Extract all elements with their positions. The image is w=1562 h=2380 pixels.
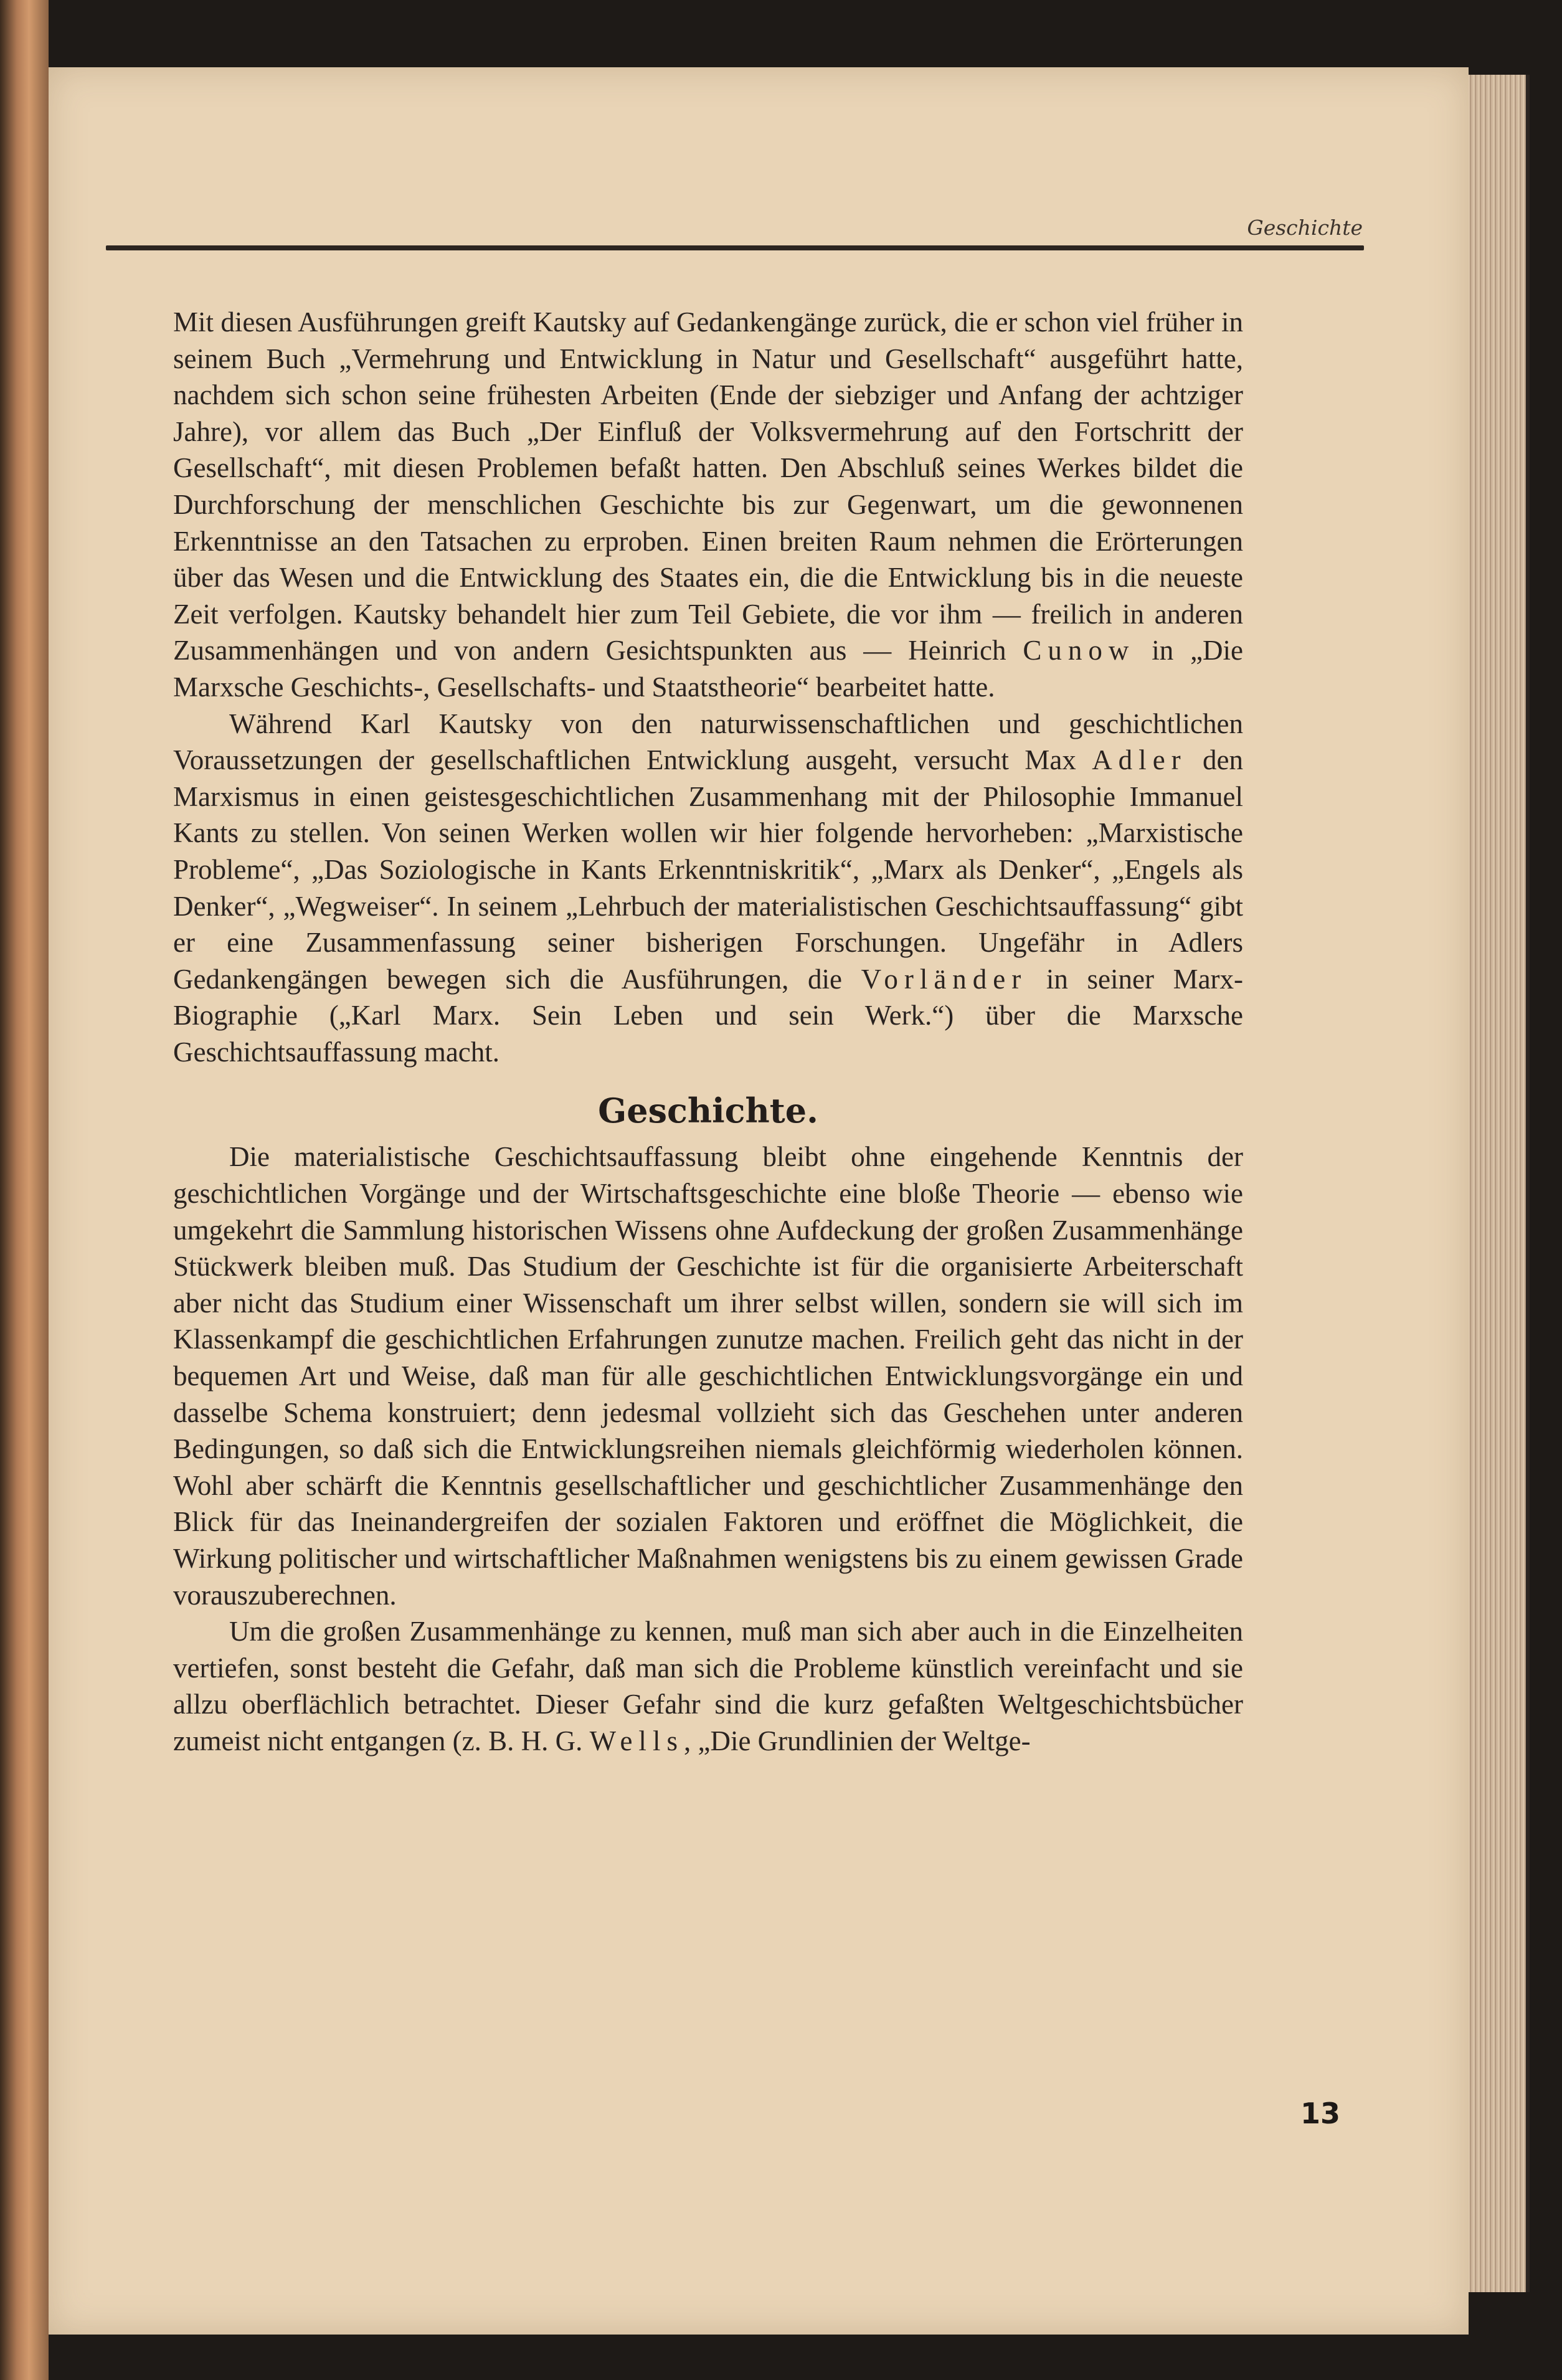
- paragraph-4-text-b: , „Die Grundlinien der Weltge-: [683, 1725, 1031, 1757]
- book-page: [49, 67, 1469, 2335]
- author-name-adler: Adler: [1092, 744, 1187, 776]
- page-number: 13: [1300, 2097, 1341, 2130]
- paragraph-4-text-a: Um die großen Zusammenhänge zu kennen, muß man sich aber auch in die Einzelheiten vertiefen, sonst besteht die Gefahr, daß man sich die Probleme künstlich vereinfacht und sie allzu oberflächlich betrachtet. Dieser Gefahr sind die kurz gefaßten Weltgeschichtsbücher zumeist nicht entgangen (z. B. H. G.: [173, 1616, 1243, 1757]
- body-text: [173, 304, 1243, 1760]
- header-rule: [106, 245, 1364, 250]
- author-name-wells: Wells: [589, 1725, 684, 1757]
- paragraph-1-text-b: in „Die Marxsche Geschichts-, Gesellschafts- und Staatstheorie“ bearbeitet hatte.: [173, 635, 1244, 703]
- paragraph-3: Die materialistische Geschichtsauffassung bleibt ohne eingehende Kenntnis der geschichtlichen Vorgänge und der Wirtschaftsgeschichte eine bloße Theorie — ebenso wie umgekehrt die Sammlung historischen Wissens ohne Aufdeckung der großen Zusammenhänge Stückwerk bleiben muß. Das Studium der Geschichte ist für die organisierte Arbeiterschaft aber nicht das Studium einer Wissenschaft um ihrer selbst willen, sondern sie will sich im Klassenkampf die geschichtlichen Erfahrungen zunutze machen. Freilich geht das nicht in der bequemen Art und Weise, daß man für alle geschichtlichen Entwicklungsvorgänge ein und dasselbe Schema konstruiert; denn jedesmal vollzieht sich das Geschehen unter anderen Bedingungen, so daß sich die Entwicklungsreihen niemals gleichförmig wiederholen können. Wohl aber schärft die Kenntnis gesellschaftlicher und geschichtlicher Zusammenhänge den Blick für das Ineinandergreifen der sozialen Faktoren und eröffnet die Möglichkeit, die Wirkung politischer und wirtschaftlicher Maßnahmen wenigstens bis zu einem gewissen Grade vorauszuberechnen.: [173, 1141, 1243, 1611]
- author-name-vorlaender: Vorländer: [861, 963, 1028, 995]
- paragraph-1: [173, 304, 1243, 706]
- paragraph-2-text-b: den Marxismus in einen geistesgeschichtlichen Zusammenhang mit der Philosophie Immanuel Kants zu stellen. Von seinen Werken wollen wir hier folgende hervorheben: „Marxistische Probleme“, „Das Soziologische in Kants Erkenntniskritik“, „Marx als Denker“, „Engels als Denker“, „Wegweiser“. In seinem „Lehrbuch der materialistischen Geschichtsauffassung“ gibt er eine Zusammenfassung seiner bisherigen Forschungen. Ungefähr in Adlers Gedankengängen bewegen sich die Ausführungen, die: [173, 744, 1244, 995]
- running-head: Geschichte: [1247, 216, 1363, 240]
- paragraph-2: [173, 706, 1243, 1071]
- paragraph-4: [173, 1613, 1243, 1759]
- book-spine: [0, 0, 49, 2380]
- paragraph-2-text-c: in seiner Marx-Biographie („Karl Marx. Sein Leben und sein Werk.“) über die Marxsche Geschichtsauffassung macht.: [173, 963, 1244, 1068]
- paragraph-2-text-a: Während Karl Kautsky von den naturwissenschaftlichen und geschichtlichen Voraussetzungen der gesellschaftlichen Entwicklung ausgeht, versucht Max: [173, 708, 1243, 776]
- section-heading: Geschichte.: [598, 1091, 818, 1131]
- paragraph-1-text-a: Mit diesen Ausführungen greift Kautsky auf Gedankengänge zurück, die er schon viel früher in seinem Buch „Vermehrung und Entwicklung in Natur und Gesellschaft“ ausgeführt hatte, nachdem sich schon seine frühesten Arbeiten (Ende der siebziger und Anfang der achtziger Jahre), vor allem das Buch „Der Einfluß der Volksvermehrung auf den Fortschritt der Gesellschaft“, mit diesen Problemen befaßt hatten. Den Abschluß seines Werkes bildet die Durchforschung der menschlichen Geschichte bis zur Gegenwart, um die gewonnenen Erkenntnisse an den Tatsachen zu erproben. Einen breiten Raum nehmen die Erörterungen über das Wesen und die Entwicklung des Staates ein, die die Entwicklung bis in die neueste Zeit verfolgen. Kautsky behandelt hier zum Teil Gebiete, die vor ihm — freilich in anderen Zusammenhängen und von andern Gesichtspunkten aus — Heinrich: [173, 306, 1243, 666]
- author-name-cunow: Cunow: [1023, 635, 1135, 666]
